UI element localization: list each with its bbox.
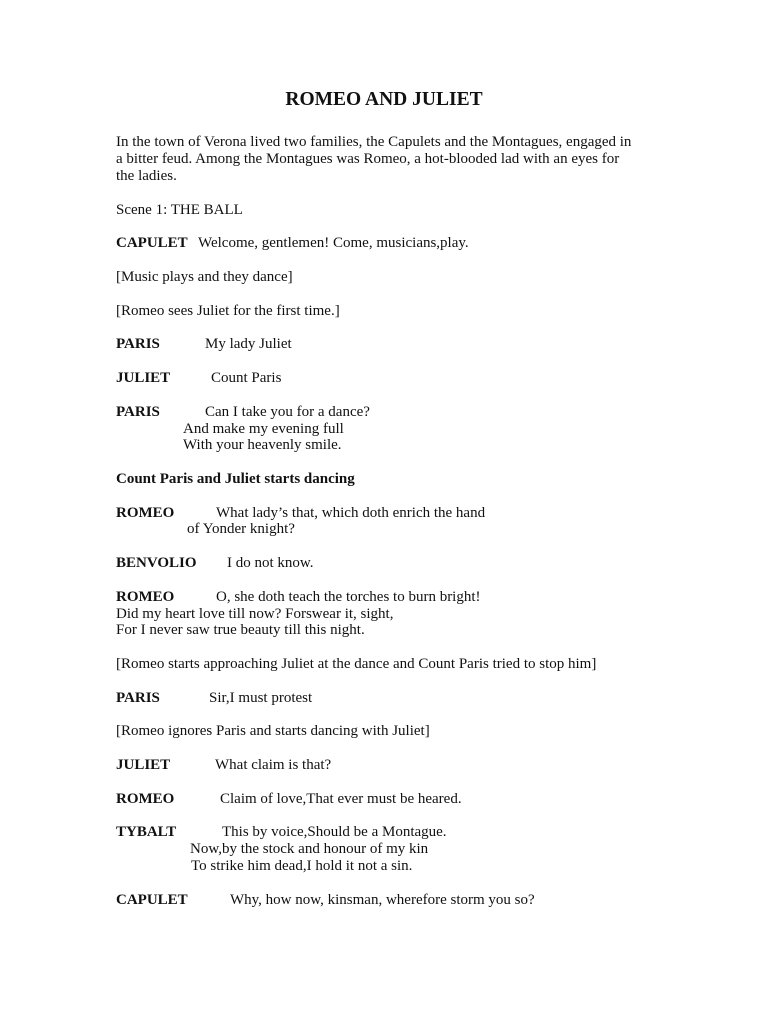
speaker-name: JULIET (116, 370, 171, 386)
speaker-name: BENVOLIO (116, 555, 197, 571)
dialogue-line: For I never saw true beauty till this night. (116, 622, 365, 638)
dialogue-line: My lady Juliet (205, 336, 292, 352)
speaker-name: PARIS (116, 404, 160, 420)
dialogue-line: What claim is that? (215, 757, 332, 773)
dialogue-line: of Yonder knight? (187, 521, 295, 537)
dialogue-line: Welcome, gentlemen! Come, musicians,play. (198, 235, 469, 251)
intro-line: the ladies. (116, 168, 177, 184)
speaker-name: CAPULET (116, 892, 188, 908)
speaker-name: ROMEO (116, 589, 175, 605)
speaker-name: PARIS (116, 336, 160, 352)
speaker-name: JULIET (116, 757, 171, 773)
stage-direction: [Romeo ignores Paris and starts dancing with Juliet] (116, 723, 430, 739)
dialogue-line: What lady’s that, which doth enrich the hand (216, 505, 486, 521)
dialogue-line: This by voice,Should be a Montague. (222, 824, 447, 840)
dialogue-line: And make my evening full (183, 421, 344, 437)
stage-direction: [Music plays and they dance] (116, 269, 293, 285)
dialogue-line: With your heavenly smile. (183, 437, 342, 453)
speaker-name: TYBALT (116, 824, 177, 840)
dialogue-line: I do not know. (227, 555, 314, 571)
dialogue-line: Why, how now, kinsman, wherefore storm you so? (230, 892, 535, 908)
dialogue-line: Count Paris (211, 370, 282, 386)
page-title: ROMEO AND JULIET (285, 89, 483, 110)
speaker-name: CAPULET (116, 235, 188, 251)
dialogue-line: Sir,I must protest (209, 690, 313, 706)
stage-direction-bold: Count Paris and Juliet starts dancing (116, 471, 355, 487)
dialogue-line: Did my heart love till now? Forswear it, sight, (116, 606, 394, 622)
dialogue-line: O, she doth teach the torches to burn bright! (216, 589, 481, 605)
intro-line: a bitter feud. Among the Montagues was Romeo, a hot-blooded lad with an eyes for (116, 151, 620, 167)
scene-heading: Scene 1: THE BALL (116, 202, 243, 218)
dialogue-line: Now,by the stock and honour of my kin (190, 841, 429, 857)
stage-direction: [Romeo sees Juliet for the first time.] (116, 303, 340, 319)
dialogue-line: Can I take you for a dance? (205, 404, 370, 420)
dialogue-line: To strike him dead,I hold it not a sin. (191, 858, 413, 874)
speaker-name: ROMEO (116, 791, 175, 807)
dialogue-line: Claim of love,That ever must be heared. (220, 791, 462, 807)
intro-line: In the town of Verona lived two families, the Capulets and the Montagues, engaged in (116, 134, 632, 150)
speaker-name: ROMEO (116, 505, 175, 521)
stage-direction: [Romeo starts approaching Juliet at the dance and Count Paris tried to stop him] (116, 656, 597, 672)
speaker-name: PARIS (116, 690, 160, 706)
